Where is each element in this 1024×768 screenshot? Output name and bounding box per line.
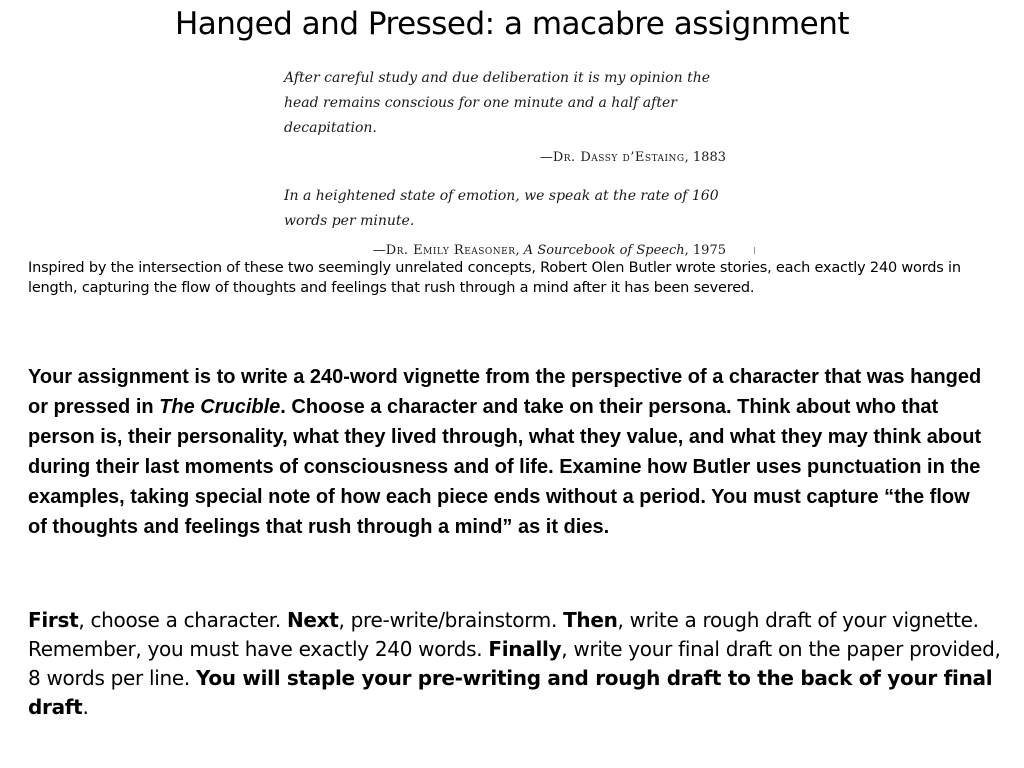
quote-1-year: 1883 [692,150,726,165]
quote-2-separator: , [515,243,524,258]
epigraph-quotes [284,66,744,263]
step-staple-text: You will staple your pre-writing and rough draft to the back of your final draft [28,666,993,719]
quote-2-dash: — [372,243,386,258]
step-next-label: Next [286,608,339,632]
step-first-label: First [28,608,79,632]
step-finally-label: Finally [488,637,562,661]
quote-2 [284,184,744,263]
slide-title: Hanged and Pressed: a macabre assignment [174,6,850,42]
quote-2-author: Dr. Emily Reasoner [385,243,516,258]
step-end: . [82,695,89,719]
step-then-text: , write a rough draft of your vignette. Remember, you must have exactly 240 words. [28,608,979,661]
quote-1-author: Dr. Dassy d’Estaing [552,150,685,165]
step-next-text: , pre-write/brainstorm. [338,608,564,632]
step-first-text: , choose a character. [78,608,287,632]
step-finally-text: , write your final draft on the paper provided, 8 words per line. [28,637,1001,690]
quote-1-separator: , [684,150,693,165]
quote-1-attribution [284,145,744,170]
quote-2-separator-2: , [684,243,693,258]
quote-2-source: A Sourcebook of Speech [523,243,685,258]
intro-paragraph: Inspired by the intersection of these two seemingly unrelated concepts, Robert Olen Butler wrote stories, each exactly 240 words in length, capturing the flow of thoughts and feelings that rush through a mind after it has been severed. [28,260,961,296]
assignment-paragraph [28,362,988,542]
step-then-label: Then [563,608,618,632]
quote-1 [284,66,744,170]
quote-2-year: 1975 [692,243,726,258]
assignment-work-title: The Crucible [159,396,281,418]
stray-mark [754,247,755,254]
assignment-text-2: . Choose a character and take on their persona. Think about who that person is, their personality, what they lived through, what they value, and what they may think about during their last moments of consciousness and of life. Examine how Butler uses punctuation in the examples, taking special note of how each piece ends without a period. You must capture “the flow of thoughts and feelings that rush through a mind” as it dies. [28,396,982,538]
quote-2-text: In a heightened state of emotion, we speak at the rate of 160 words per minute. [284,188,719,229]
steps-paragraph [28,606,1003,722]
quote-spacer [284,170,744,184]
assignment-text-1: Your assignment is to write a 240-word vignette from the perspective of a character that was hanged or pressed in [28,366,982,418]
quote-1-dash: — [539,150,553,165]
quote-1-text: After careful study and due deliberation it is my opinion the head remains conscious for one minute and a half after decapitation. [284,70,711,136]
